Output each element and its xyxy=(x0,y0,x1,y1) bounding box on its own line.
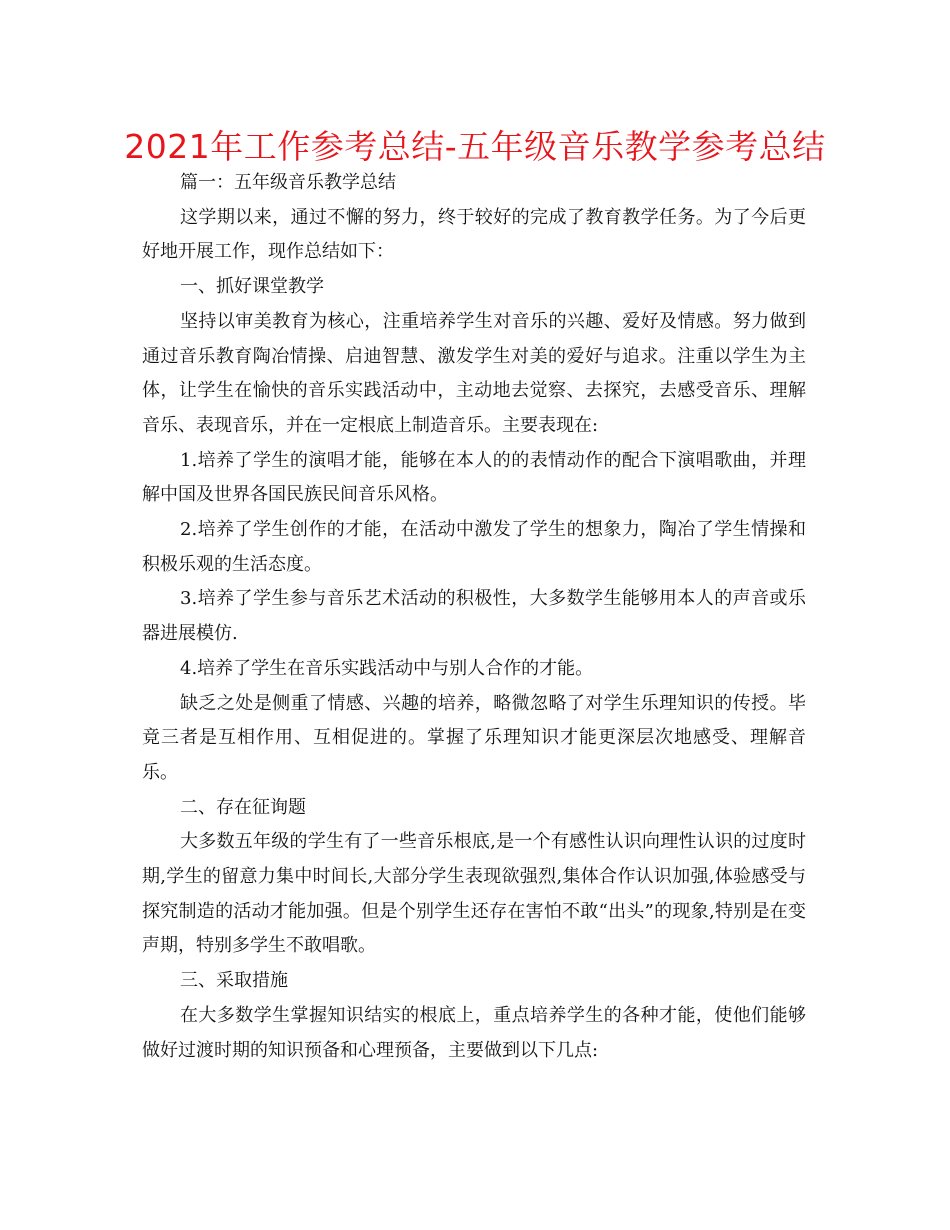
measures-paragraph: 在大多数学生掌握知识结实的根底上，重点培养学生的各种才能，使他们能够做好过渡时期的知识预备和心理预备，主要做到以下几点: xyxy=(142,1004,806,1061)
section-heading-problems: 二、存在征询题 xyxy=(180,796,306,818)
problems-paragraph: 大多数五年级的学生有了一些音乐根底,是一个有感性认识向理性认识的过度时期,学生的留意力集中时间长,大部分学生表现欲强烈,集体合作认识加强,体验感受与探究制造的活动才能加强。但是个别学生还存在害怕不敢“出头”的现象,特别是在变声期，特别多学生不敢唱歌。 xyxy=(142,831,806,957)
section-heading-measures: 三、采取措施 xyxy=(180,970,288,992)
list-item-1: 1.培养了学生的演唱才能，能够在本人的的表情动作的配合下演唱歌曲，并理解中国及世界各国民族民间音乐风格。 xyxy=(142,449,806,506)
list-item-2: 2.培养了学生创作的才能，在活动中激发了学生的想象力，陶冶了学生情操和积极乐观的生活态度。 xyxy=(142,519,806,575)
intro-paragraph: 这学期以来，通过不懈的努力，终于较好的完成了教育教学任务。为了今后更好地开展工作，现作总结如下： xyxy=(142,206,806,263)
section-heading-classroom-teaching: 一、抓好课堂教学 xyxy=(180,276,324,298)
classroom-teaching-paragraph: 坚持以审美教育为核心，注重培养学生对音乐的兴趣、爱好及情感。努力做到通过音乐教育陶冶情操、启迪智慧、激发学生对美的爱好与追求。注重以学生为主体，让学生在愉快的音乐实践活动中，主动地去觉察、去探究，去感受音乐、理解音乐、表现音乐，并在一定根底上制造音乐。主要表现在: xyxy=(142,310,806,436)
list-item-4: 4.培养了学生在音乐实践活动中与别人合作的才能。 xyxy=(180,657,594,679)
page-title: 2021年工作参考总结-五年级音乐教学参考总结 xyxy=(124,127,826,166)
document-body xyxy=(142,166,806,1068)
shortcomings-paragraph: 缺乏之处是侧重了情感、兴趣的培养，略微忽略了对学生乐理知识的传授。毕竟三者是互相作用、互相促进的。掌握了乐理知识才能更深层次地感受、理解音乐。 xyxy=(142,692,806,783)
section-heading-part-one: 篇一：五年级音乐教学总结 xyxy=(180,172,396,193)
list-item-3: 3.培养了学生参与音乐艺术活动的积极性，大多数学生能够用本人的声音或乐器进展模仿. xyxy=(142,588,806,645)
